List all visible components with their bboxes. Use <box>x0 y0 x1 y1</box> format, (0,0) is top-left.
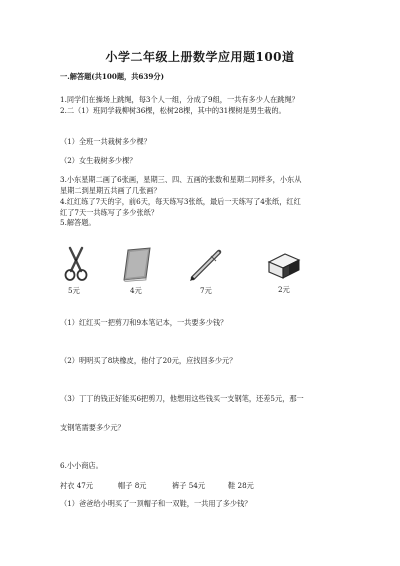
question-5-sub-3-line-2: 支钢笔需要多少元？ <box>60 423 125 432</box>
notebook-price: 4元 <box>130 286 142 295</box>
question-5: 5.解答题。 <box>60 218 96 227</box>
question-1: 1.同学们在操场上跳绳，每3个人一组，分成了9组，一共有多少人在跳绳？ <box>60 95 299 104</box>
shop-item-name: 衬衣 <box>60 481 75 490</box>
scissors-icon <box>62 246 90 282</box>
shop-item-hat <box>118 481 146 490</box>
shop-item-pants <box>172 481 205 490</box>
eraser-price: 2元 <box>278 285 290 294</box>
shop-item-name: 帽子 <box>118 481 133 490</box>
shop-item-price: 47元 <box>76 481 94 490</box>
scissors-price: 5元 <box>68 286 80 295</box>
question-2-sub-1: （1）全班一共栽树多少棵？ <box>60 137 151 146</box>
question-4-line-2: 红了7天一共练写了多少张纸？ <box>60 208 159 217</box>
question-5-sub-3-line-1: （3）丁丁的钱正好能买6把剪刀，他想用这些钱买一支钢笔，还差5元，那一 <box>60 394 304 403</box>
question-2: 2.二（1）班同学栽柳树36棵，松树28棵，其中的31棵树是男生栽的。 <box>60 106 286 115</box>
eraser-icon <box>265 250 303 280</box>
shop-item-shirt <box>60 481 93 490</box>
shop-item-price: 54元 <box>188 481 206 490</box>
eraser-item <box>264 250 304 284</box>
section-heading: 一.解答题(共100题，共639分) <box>60 72 164 81</box>
shop-item-name: 鞋 <box>228 481 236 490</box>
question-2-sub-2: （2）女生栽树多少棵？ <box>60 156 137 165</box>
pen-price: 7元 <box>200 286 212 295</box>
question-3-line-2: 星期二到星期五共画了几张画？ <box>60 186 161 195</box>
shop-item-price: 8元 <box>134 481 147 490</box>
page-title: 小学二年级上册数学应用题100道 <box>105 50 295 64</box>
notebook-item <box>118 246 156 286</box>
pen-item <box>186 246 226 286</box>
question-6-sub-1: （1）爸爸给小明买了一顶帽子和一双鞋，一共用了多少钱？ <box>60 499 252 508</box>
question-3-line-1: 3.小东星期二画了6张画，星期三、四、五画的张数和星期二同样多，小东从 <box>60 175 302 184</box>
question-5-sub-2: （2）明明买了8块橡皮，他付了20元，应找回多少元？ <box>60 356 237 365</box>
pen-icon <box>187 246 225 282</box>
scissors-item <box>60 246 92 286</box>
shop-item-name: 裤子 <box>172 481 187 490</box>
shop-item-price: 28元 <box>237 481 254 490</box>
question-5-sub-1: （1）红红买一把剪刀和9本笔记本，一共要多少钱？ <box>60 318 228 327</box>
notebook-icon <box>120 246 154 282</box>
shop-item-shoes <box>228 481 254 490</box>
question-6: 6.小小商店。 <box>60 461 103 470</box>
question-4-line-1: 4.红红练了7天的字，前6天，每天练写3张纸，最后一天练写了4张纸，红红 <box>60 197 301 206</box>
